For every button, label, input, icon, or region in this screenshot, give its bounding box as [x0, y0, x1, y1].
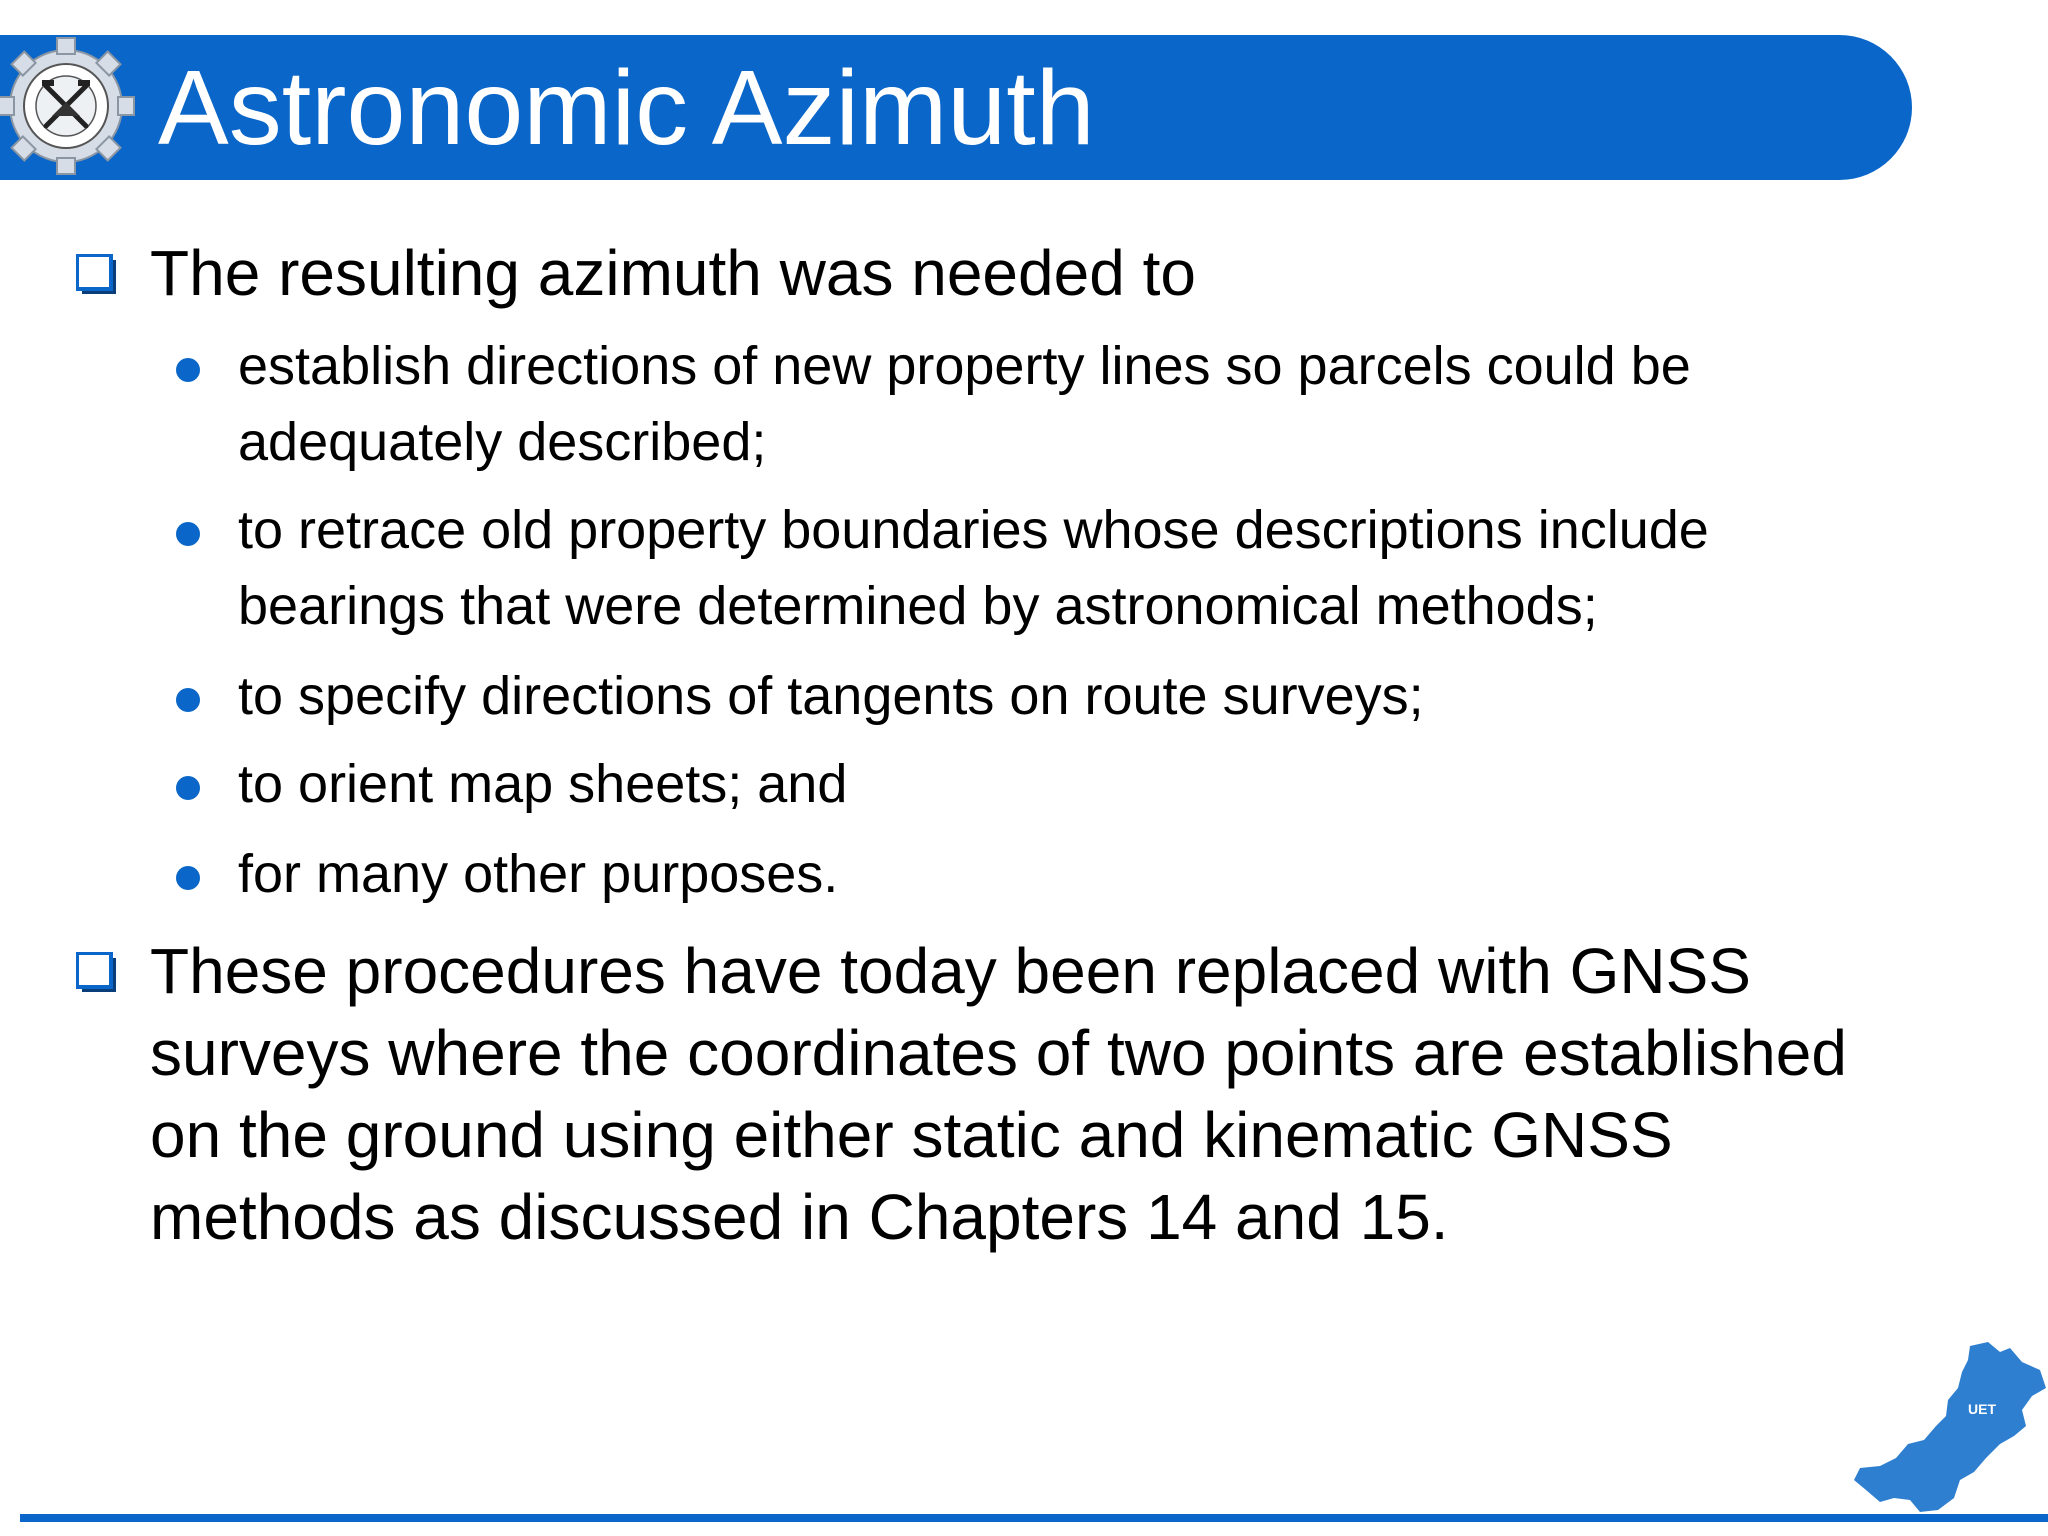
point-text-line: methods as discussed in Chapters 14 and 15.: [150, 1181, 1449, 1253]
slide-title: Astronomic Azimuth: [158, 49, 1095, 167]
bullet-text-line: for many other purposes.: [238, 844, 839, 904]
point-text-line: on the ground using either static and kinematic GNSS: [150, 1099, 1673, 1171]
bullet-dot-icon: [176, 866, 200, 890]
footer-rule: [20, 1514, 2048, 1522]
bullet-dot-icon: [176, 688, 200, 712]
pakistan-map-icon: [1850, 1340, 2048, 1516]
bullet-dot-icon: [176, 522, 200, 546]
bullet-dot-icon: [176, 358, 200, 382]
point-text-line: These procedures have today been replaced with GNSS: [150, 935, 1751, 1007]
bullet-text-line: to orient map sheets; and: [238, 754, 848, 814]
bullet-text-line: adequately described;: [238, 412, 767, 472]
bullet-text-line: to retrace old property boundaries whose descriptions include: [238, 500, 1709, 560]
point-text-line: surveys where the coordinates of two points are established: [150, 1017, 1847, 1089]
checkbox-square-icon: [76, 952, 116, 992]
point-text-line: The resulting azimuth was needed to: [150, 237, 1196, 309]
bullet-text-line: to specify directions of tangents on route surveys;: [238, 666, 1424, 726]
bullet-text-line: bearings that were determined by astronomical methods;: [238, 576, 1598, 636]
checkbox-square-icon: [76, 254, 116, 294]
map-logo-label: UET: [1968, 1401, 1996, 1417]
bullet-text-line: establish directions of new property lines so parcels could be: [238, 336, 1691, 396]
bullet-dot-icon: [176, 776, 200, 800]
